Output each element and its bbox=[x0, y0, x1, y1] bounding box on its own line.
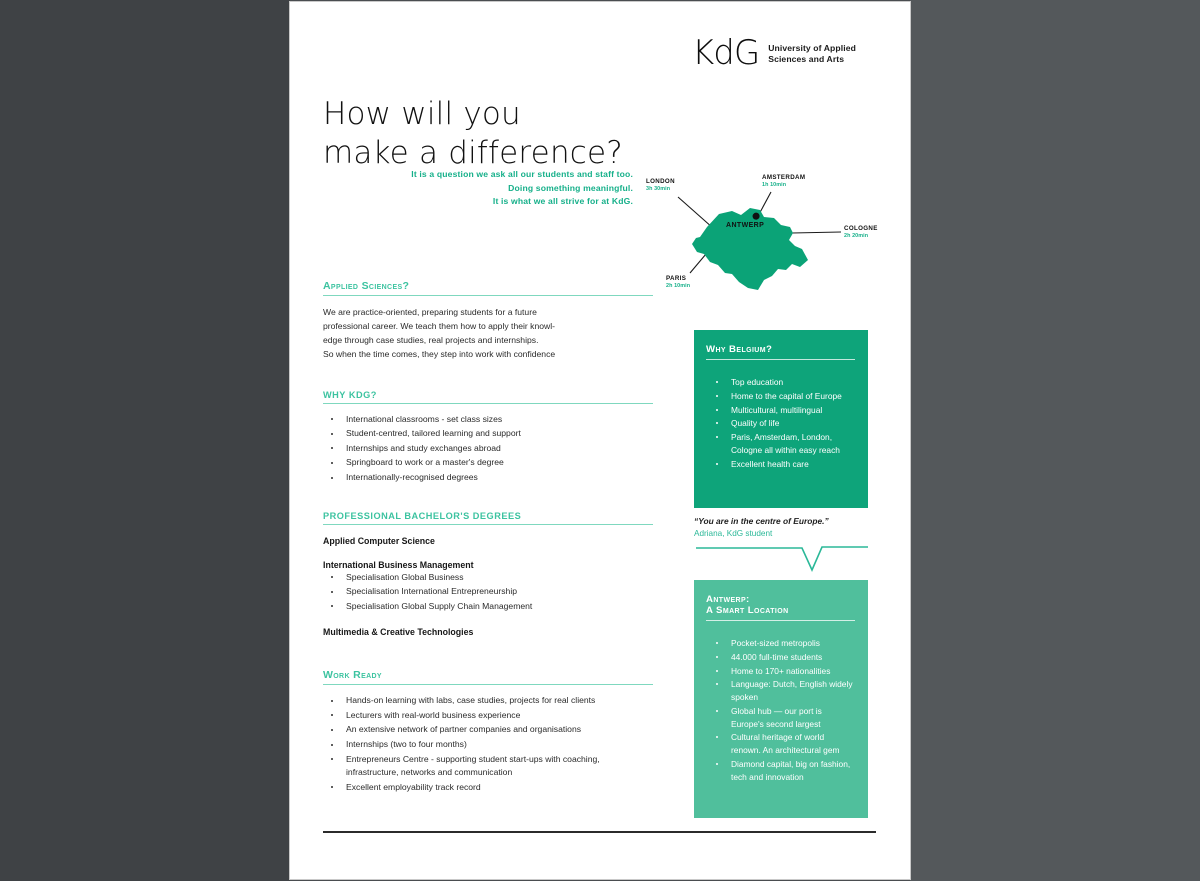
antwerp-heading-line-2: A Smart Location bbox=[706, 605, 789, 616]
list-item: Language: Dutch, English widely spoken bbox=[706, 678, 855, 704]
list-item: Student-centred, tailored learning and support bbox=[323, 427, 653, 441]
list-item: Specialisation International Entrepreneurship bbox=[323, 585, 653, 599]
map-city-paris-time: 2h 10min bbox=[666, 283, 691, 290]
map-city-amsterdam-name: AMSTERDAM bbox=[762, 174, 806, 181]
belgium-shape bbox=[692, 208, 808, 290]
list-item: Quality of life bbox=[706, 417, 855, 430]
intro-line-2: Doing something meaningful. bbox=[508, 182, 633, 193]
intro-line-3: It is what we all strive for at KdG. bbox=[492, 196, 633, 207]
headline-line-1: How will you bbox=[323, 95, 521, 132]
belgium-map-svg bbox=[640, 170, 890, 320]
left-column bbox=[323, 280, 653, 795]
why-belgium-list bbox=[706, 376, 855, 470]
work-ready-heading: Work Ready bbox=[323, 669, 653, 685]
list-item: Top education bbox=[706, 376, 855, 389]
list-item: Excellent health care bbox=[706, 458, 855, 471]
why-belgium-heading-wrap bbox=[706, 344, 855, 360]
applied-sciences-heading: Applied Sciences? bbox=[323, 280, 653, 296]
brochure-page bbox=[290, 2, 910, 879]
section-degrees bbox=[323, 511, 653, 638]
work-ready-list bbox=[323, 694, 653, 794]
applied-sciences-line-4: So when the time comes, they step into work with confidence bbox=[323, 348, 556, 359]
kdg-logo-tagline: University of Applied Sciences and Arts bbox=[768, 43, 856, 64]
applied-sciences-line-2: professional career. We teach them how to apply their knowl- bbox=[323, 320, 555, 331]
section-work-ready bbox=[323, 669, 653, 794]
degrees-heading: PROFESSIONAL BACHELOR'S DEGREES bbox=[323, 511, 653, 525]
student-quote bbox=[694, 516, 870, 538]
applied-sciences-line-1: We are practice-oriented, preparing students for a future bbox=[323, 307, 537, 317]
list-item: 44.000 full-time students bbox=[706, 651, 855, 664]
map-city-cologne-time: 2h 20min bbox=[844, 233, 869, 240]
list-item: Lecturers with real-world business experience bbox=[323, 709, 653, 723]
map-city-cologne bbox=[844, 225, 878, 241]
list-item: An extensive network of partner companies and organisations bbox=[323, 723, 653, 737]
why-kdg-heading: WHY KDG? bbox=[323, 390, 653, 404]
degree-international-business-management: International Business Management bbox=[323, 559, 474, 570]
list-item: Multicultural, multilingual bbox=[706, 404, 855, 417]
student-quote-author: Adriana, KdG student bbox=[694, 528, 773, 538]
list-item: Excellent employability track record bbox=[323, 781, 653, 795]
list-item: Global hub — our port is Europe's second largest bbox=[706, 705, 855, 731]
map-city-london-name: LONDON bbox=[646, 178, 675, 185]
footer-rule bbox=[323, 831, 876, 833]
list-item: Internships (two to four months) bbox=[323, 738, 653, 752]
antwerp-heading-wrap bbox=[706, 594, 855, 621]
intro-line-1: It is a question we ask all our students and staff too. bbox=[411, 169, 633, 179]
list-item: Paris, Amsterdam, London, Cologne all within easy reach bbox=[706, 431, 855, 457]
antwerp-list bbox=[706, 637, 855, 783]
viewer-left-gutter bbox=[0, 0, 290, 881]
list-item: Cultural heritage of world renown. An architectural gem bbox=[706, 731, 855, 757]
degree-applied-computer-science: Applied Computer Science bbox=[323, 535, 435, 546]
map-city-london-time: 3h 30min bbox=[646, 186, 671, 193]
list-item: Internships and study exchanges abroad bbox=[323, 442, 653, 456]
applied-sciences-line-3: edge through case studies, real projects and internships. bbox=[323, 334, 539, 345]
list-item: Hands-on learning with labs, case studies, projects for real clients bbox=[323, 694, 653, 708]
applied-sciences-body bbox=[323, 306, 653, 362]
student-quote-text: “You are in the centre of Europe.” bbox=[694, 516, 829, 526]
list-item: Home to the capital of Europe bbox=[706, 390, 855, 403]
antwerp-heading-line-1: Antwerp: bbox=[706, 594, 750, 605]
viewer-right-gutter bbox=[910, 0, 1200, 881]
list-item: Home to 170+ nationalities bbox=[706, 665, 855, 678]
map-city-paris bbox=[666, 275, 690, 291]
list-item: Specialisation Global Supply Chain Management bbox=[323, 600, 653, 614]
map-city-amsterdam-time: 1h 10min bbox=[762, 182, 787, 189]
page-title bbox=[323, 95, 623, 174]
belgium-map bbox=[640, 170, 890, 320]
list-item: Diamond capital, big on fashion, tech and innovation bbox=[706, 758, 855, 784]
antwerp-marker bbox=[753, 213, 759, 219]
section-applied-sciences bbox=[323, 280, 653, 362]
degree-specialisation-list bbox=[323, 571, 653, 614]
kdg-logo bbox=[692, 33, 873, 74]
list-item: Specialisation Global Business bbox=[323, 571, 653, 585]
intro-paragraph bbox=[350, 168, 633, 209]
list-item: International classrooms - set class sizes bbox=[323, 413, 653, 427]
quote-tail-icon bbox=[694, 542, 870, 574]
kdg-logo-mark: KdG bbox=[692, 33, 760, 73]
headline-line-2: make a difference? bbox=[323, 135, 623, 172]
map-city-amsterdam bbox=[762, 174, 805, 190]
why-belgium-box bbox=[694, 330, 868, 508]
map-city-london bbox=[646, 178, 675, 194]
why-belgium-heading: Why Belgium? bbox=[706, 344, 773, 355]
list-item: Entrepreneurs Centre - supporting student start-ups with coaching, infrastructure, networks and communication bbox=[323, 753, 653, 780]
section-why-kdg bbox=[323, 390, 653, 485]
list-item: Internationally-recognised degrees bbox=[323, 471, 653, 485]
antwerp-box bbox=[694, 580, 868, 818]
map-city-antwerp-label: ANTWERP bbox=[726, 222, 765, 229]
why-kdg-list bbox=[323, 413, 653, 485]
map-city-paris-name: PARIS bbox=[666, 275, 687, 282]
map-city-cologne-name: COLOGNE bbox=[844, 225, 878, 232]
list-item: Pocket-sized metropolis bbox=[706, 637, 855, 650]
list-item: Springboard to work or a master's degree bbox=[323, 456, 653, 470]
degree-multimedia-creative-technologies: Multimedia & Creative Technologies bbox=[323, 627, 474, 638]
